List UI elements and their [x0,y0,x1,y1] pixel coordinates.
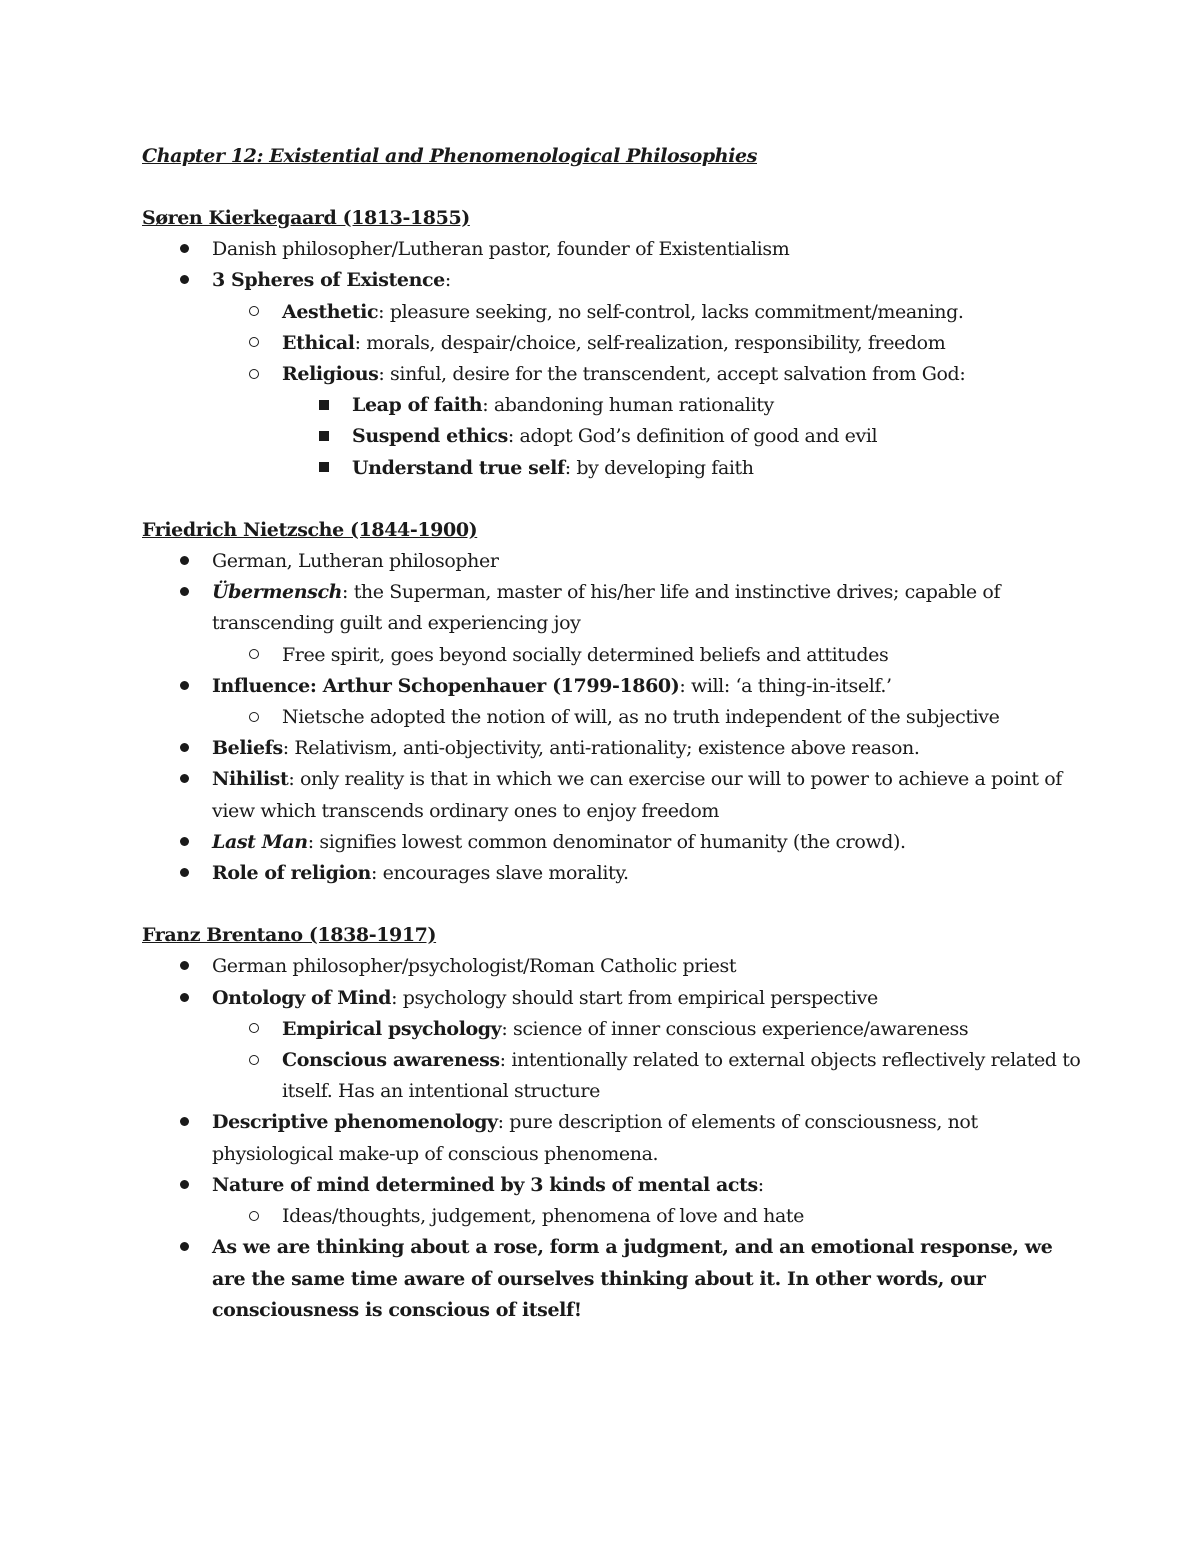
item-term: Nature of mind determined by 3 kinds of mental acts [212,1173,758,1196]
bullet-ring-icon [244,328,264,359]
item-text: German, Lutheran philosopher [212,550,499,573]
item-text: : signifies lowest common denominator of humanity (the crowd). [307,830,906,853]
item-text: : psychology should start from empirical perspective [391,986,878,1009]
item-term: Descriptive phenomenology [212,1111,498,1134]
item-term: 3 Spheres of Existence [212,269,445,292]
bullet-list [142,234,1082,484]
item-term: Ethical [282,331,355,354]
item-term: Conscious awareness [282,1049,500,1072]
item-text: : encourages slave morality. [370,862,629,885]
item-text: : pleasure seeking, no self-control, lacks commitment/meaning. [378,300,964,323]
list-item [142,1045,1082,1107]
list-item [142,1201,1082,1232]
bullet-dot-icon [174,546,194,577]
bullet-dot-icon [174,764,194,795]
item-text: Danish philosopher/Lutheran pastor, founder of Existentialism [212,238,790,261]
bullet-ring-icon [244,1045,264,1076]
document-page [142,141,1082,1326]
item-term: Nihilist [212,768,289,791]
bullet-ring-icon [244,297,264,328]
item-text: : adopt God’s definition of good and evil [507,425,878,448]
item-text: : morals, despair/choice, self-realization, responsibility, freedom [354,331,946,354]
list-item [142,265,1082,483]
list-item [142,1107,1082,1169]
list-item [142,858,1082,889]
list-item [142,328,1082,359]
item-text: : sinful, desire for the transcendent, accept salvation from God: [378,363,966,386]
item-text: : Relativism, anti-objectivity, anti-rationality; existence above reason. [282,737,920,760]
bullet-ring-icon [244,640,264,671]
section-heading: Søren Kierkegaard (1813-1855) [142,207,470,229]
bullet-ring-icon [244,1014,264,1045]
item-term: Übermensch [212,581,343,604]
bullet-square-icon [314,390,334,421]
item-text: : by developing faith [564,456,754,479]
bullet-list [142,951,1082,1325]
list-item [142,983,1082,1108]
bullet-dot-icon [174,234,194,265]
bullet-dot-icon [174,671,194,702]
list-item [142,764,1082,826]
item-text: : science of inner conscious experience/awareness [501,1017,969,1040]
bullet-dot-icon [174,733,194,764]
list-item [142,546,1082,577]
item-term: As we are thinking about a rose, form a judgment, and an emotional response, we are the same time aware of ourselves thinking about it. In other words, our consciousness is conscious of itself! [212,1236,1053,1321]
sub-list [212,640,1082,671]
bullet-square-icon [314,453,334,484]
list-item [142,421,1082,452]
bullet-dot-icon [174,858,194,889]
list-item [142,702,1082,733]
item-term: Ontology of Mind [212,986,392,1009]
bullet-square-icon [314,421,334,452]
item-term: Role of religion [212,862,371,885]
item-text: : intentionally related to external objects reflectively related to itself. Has an intentional structure [282,1049,1081,1103]
bullet-dot-icon [174,1107,194,1138]
list-item [142,733,1082,764]
item-text: Ideas/thoughts, judgement, phenomena of love and hate [282,1205,804,1228]
bullet-dot-icon [174,827,194,858]
item-term: Leap of faith [352,394,483,417]
section-brentano [142,920,1082,1326]
bullet-dot-icon [174,1232,194,1263]
list-item [142,827,1082,858]
item-term: Influence: Arthur Schopenhauer (1799-1860) [212,674,680,697]
list-item [142,453,1082,484]
item-text: : [757,1173,764,1196]
sub-sub-list [282,390,1082,484]
bullet-dot-icon [174,983,194,1014]
list-item [142,1170,1082,1232]
list-item [142,577,1082,671]
item-term: Last Man [212,830,308,853]
bullet-dot-icon [174,1170,194,1201]
bullet-ring-icon [244,1201,264,1232]
bullet-dot-icon [174,265,194,296]
item-text: German philosopher/psychologist/Roman Catholic priest [212,955,737,978]
sub-list [212,1014,1082,1108]
section-nietzsche [142,515,1082,889]
item-term: Understand true self [352,456,565,479]
list-item [142,234,1082,265]
item-term: Suspend ethics [352,425,508,448]
bullet-ring-icon [244,702,264,733]
section-heading: Friedrich Nietzsche (1844-1900) [142,518,478,541]
item-text: : only reality is that in which we can exercise our will to power to achieve a point of view which transcends ordinary ones to enjoy freedom [212,768,1062,822]
list-item [142,671,1082,733]
item-text: Free spirit, goes beyond socially determined beliefs and attitudes [282,643,889,666]
item-term: Religious [282,363,379,386]
item-term: Beliefs [212,737,283,760]
item-text: : the Superman, master of his/her life and instinctive drives; capable of transcending guilt and experiencing joy [212,581,1001,635]
item-text: : will: ‘a thing-in-itself.’ [679,674,892,697]
bullet-dot-icon [174,577,194,608]
item-text: : pure description of elements of consciousness, not physiological make-up of conscious phenomena. [212,1111,978,1165]
list-item [142,1014,1082,1045]
list-item [142,390,1082,421]
bullet-ring-icon [244,359,264,390]
item-text: Nietsche adopted the notion of will, as no truth independent of the subjective [282,706,1000,729]
list-item [142,1232,1082,1326]
bullet-dot-icon [174,951,194,982]
list-item [142,297,1082,328]
bullet-list [142,546,1082,889]
section-heading: Franz Brentano (1838-1917) [142,924,437,947]
item-text: : abandoning human rationality [482,394,774,417]
item-term: Empirical psychology [282,1017,502,1040]
sub-list [212,1201,1082,1232]
list-item [142,359,1082,484]
section-kierkegaard [142,203,1082,484]
list-item [142,640,1082,671]
item-text: : [444,269,451,292]
sub-list [212,297,1082,484]
item-term: Aesthetic [282,300,379,323]
list-item [142,951,1082,982]
page-title: Chapter 12: Existential and Phenomenological Philosophies [142,145,757,167]
sub-list [212,702,1082,733]
